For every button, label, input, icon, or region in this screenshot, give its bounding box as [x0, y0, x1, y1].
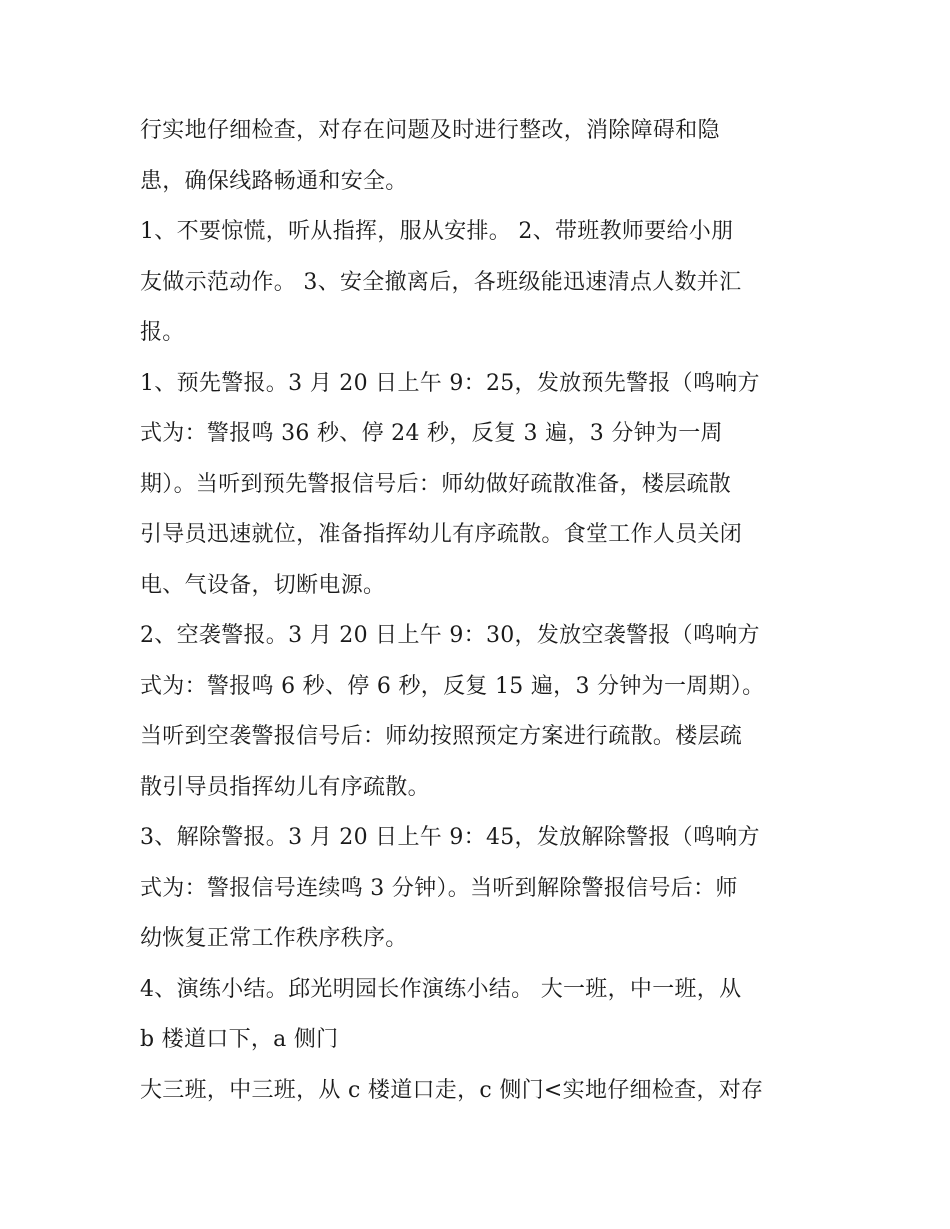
text-line: 3、解除警报。3 月 20 日上午 9：45，发放解除警报（鸣响方 — [140, 825, 760, 850]
text-line: 式为：警报鸣 36 秒、停 24 秒，反复 3 遍，3 分钟为一周 — [140, 421, 723, 446]
text-line: 1、不要惊慌，听从指挥，服从安排。 2、带班教师要给小朋 — [140, 219, 734, 244]
text-line: b 楼道口下，a 侧门 — [140, 1027, 339, 1052]
text-line: 式为：警报鸣 6 秒、停 6 秒，反复 15 遍，3 分钟为一周期）。 — [140, 673, 765, 699]
text-line: 大三班，中三班，从 c 楼道口走，c 侧门<实地仔细检查，对存 — [140, 1077, 764, 1103]
text-line: 4、演练小结。邱光明园长作演练小结。 大一班，中一班，从 — [140, 976, 742, 1002]
text-line: 引导员迅速就位，准备指挥幼儿有序疏散。食堂工作人员关闭 — [140, 522, 743, 547]
text-line: 报。 — [140, 320, 185, 345]
text-line: 1、预先警报。3 月 20 日上午 9：25，发放预先警报（鸣响方 — [140, 370, 760, 396]
text-line: 患，确保线路畅通和安全。 — [140, 168, 408, 194]
text-line: 散引导员指挥幼儿有序疏散。 — [140, 774, 430, 800]
text-line: 行实地仔细检查，对存在问题及时进行整改，消除障碍和隐 — [140, 118, 720, 143]
text-line: 期）。当听到预先警报信号后：师幼做好疏散准备，楼层疏散 — [140, 471, 732, 497]
text-line: 2、空袭警报。3 月 20 日上午 9：30，发放空袭警报（鸣响方 — [140, 623, 760, 648]
text-line: 幼恢复正常工作秩序秩序。 — [140, 926, 408, 951]
document-body — [140, 106, 820, 1116]
text-line: 当听到空袭警报信号后：师幼按照预定方案进行疏散。楼层疏 — [140, 724, 743, 749]
text-line: 式为：警报信号连续鸣 3 分钟）。当听到解除警报信号后：师 — [140, 875, 738, 901]
text-line: 电、气设备，切断电源。 — [140, 572, 386, 598]
text-line: 友做示范动作。 3、安全撤离后，各班级能迅速清点人数并汇 — [140, 269, 742, 295]
